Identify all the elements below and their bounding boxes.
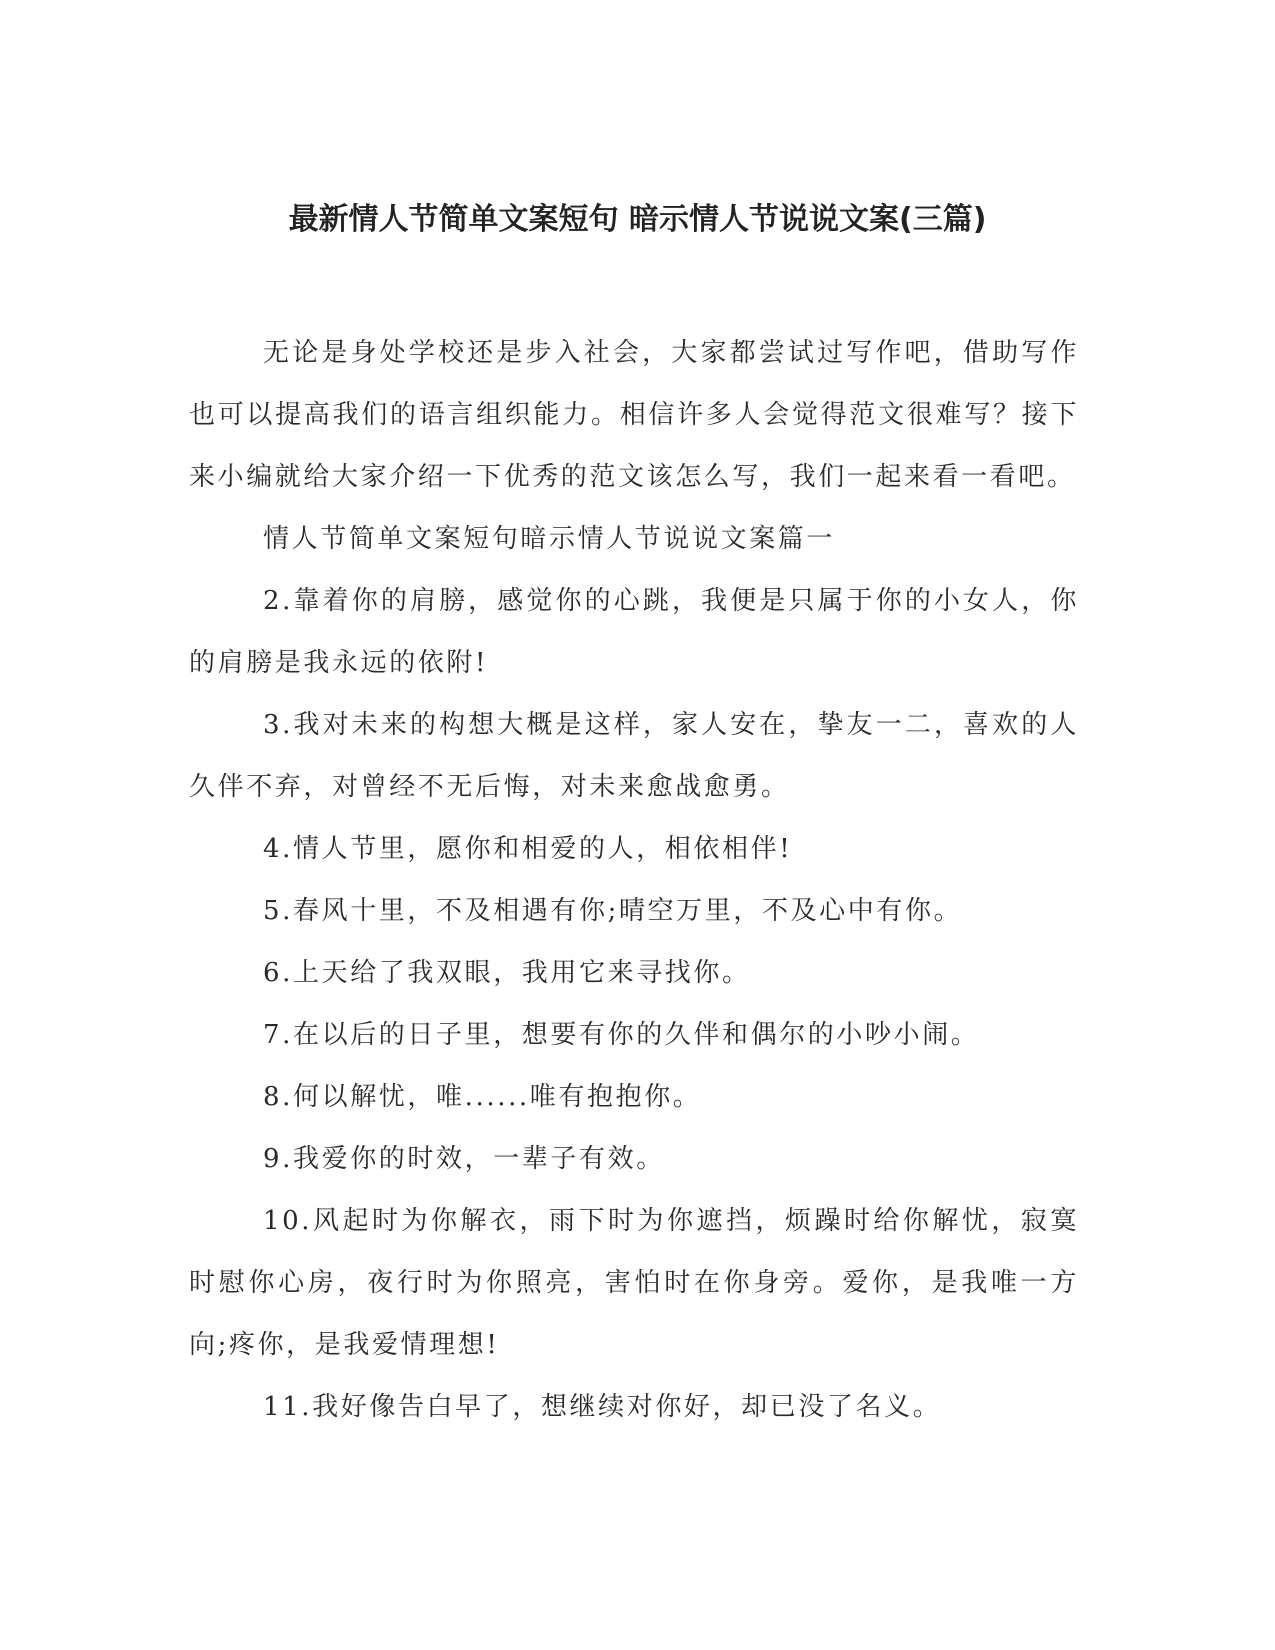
section-heading: 情人节简单文案短句暗示情人节说说文案篇一 [263,524,836,554]
document-title: 最新情人节简单文案短句 暗示情人节说说文案(三篇) [288,202,987,237]
document-body [189,322,1079,1438]
list-item: 11.我好像告白早了，想继续对你好，却已没了名义。 [263,1392,942,1422]
list-item: 4.情人节里，愿你和相爱的人，相依相伴! [263,834,793,864]
list-item: 3.我对未来的构想大概是这样，家人安在，挚友一二，喜欢的人久伴不弃，对曾经不无后悔，对未来愈战愈勇。 [189,710,1079,802]
list-item: 10.风起时为你解衣，雨下时为你遮挡，烦躁时给你解忧，寂寞时慰你心房，夜行时为你照亮，害怕时在你身旁。爱你，是我唯一方向;疼你，是我爱情理想! [189,1206,1079,1360]
list-item: 2.靠着你的肩膀，感觉你的心跳，我便是只属于你的小女人，你的肩膀是我永远的依附! [189,586,1079,678]
list-item: 8.何以解忧，唯......唯有抱抱你。 [263,1082,702,1112]
list-item: 9.我爱你的时效，一辈子有效。 [263,1144,665,1174]
intro-paragraph: 无论是身处学校还是步入社会，大家都尝试过写作吧，借助写作也可以提高我们的语言组织能力。相信许多人会觉得范文很难写？接下来小编就给大家介绍一下优秀的范文该怎么写，我们一起来看一看吧。 [189,338,1079,492]
list-item: 5.春风十里，不及相遇有你;晴空万里，不及心中有你。 [263,896,963,926]
list-item: 7.在以后的日子里，想要有你的久伴和偶尔的小吵小闹。 [263,1020,980,1050]
list-item: 6.上天给了我双眼，我用它来寻找你。 [263,958,751,988]
